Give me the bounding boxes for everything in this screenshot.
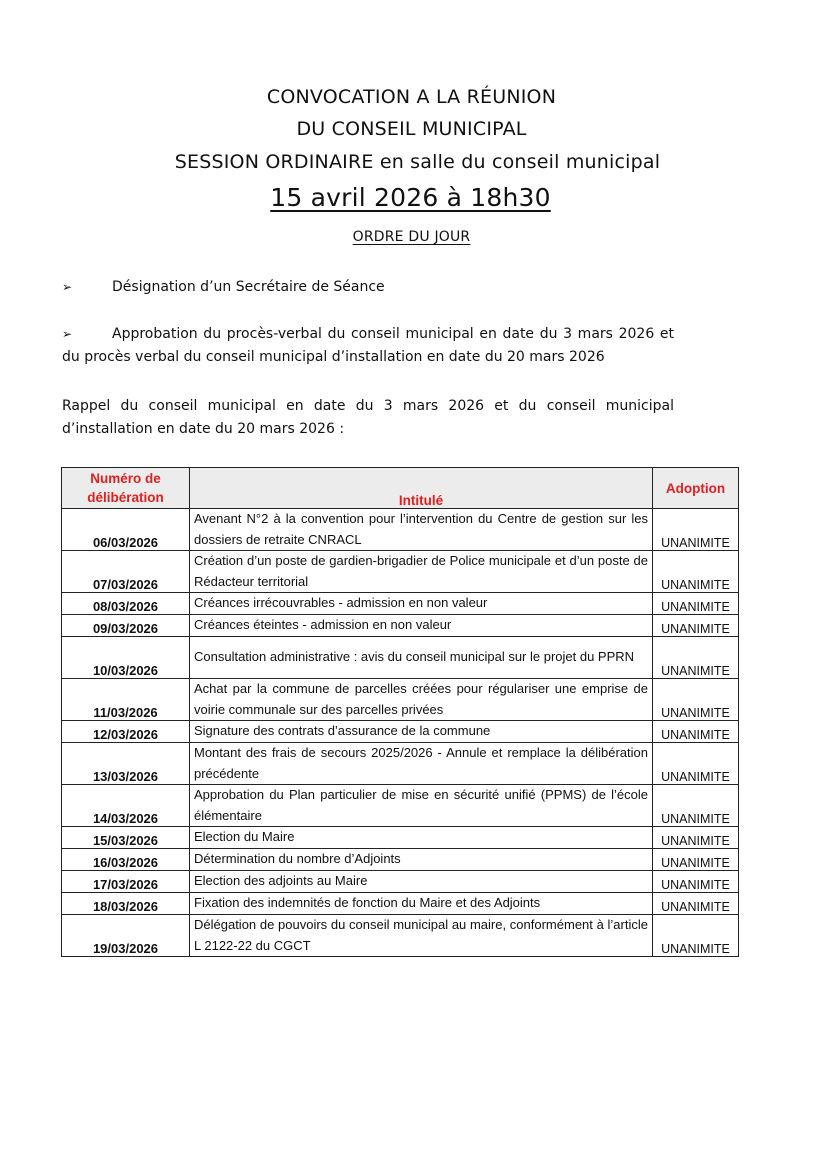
deliberations-table [61,467,739,957]
row-intitule: Fixation des indemnités de fonction du Maire et des Adjoints [190,893,653,915]
meeting-date: 15 avril 2026 à 18h30 [270,183,551,212]
row-number: 14/03/2026 [62,785,190,827]
row-number: 10/03/2026 [62,637,190,679]
agenda-item [62,323,674,369]
row-adoption: UNANIMITE [653,849,739,871]
header-numero: Numéro de délibération [62,468,190,509]
agenda-item-text: Désignation d’un Secrétaire de Séance [112,279,385,295]
row-intitule: Montant des frais de secours 2025/2026 - Annule et remplace la délibération précédente [190,743,653,785]
header-intitule-label: Intitulé [398,493,444,508]
row-intitule: Approbation du Plan particulier de mise en sécurité unifié (PPMS) de l’école élémentaire [190,785,653,827]
row-adoption: UNANIMITE [653,743,739,785]
row-intitule: Election des adjoints au Maire [190,871,653,893]
table-row [62,615,739,637]
table-row [62,721,739,743]
table-row [62,827,739,849]
row-adoption: UNANIMITE [653,615,739,637]
title-line-1: CONVOCATION A LA RÉUNION [266,86,557,108]
agenda-item-text: Approbation du procès-verbal du conseil municipal en date du 3 mars 2026 et du procès verbal du conseil municipal d’installation en date du 20 mars 2026 [62,326,674,365]
table-row [62,871,739,893]
row-adoption: UNANIMITE [653,871,739,893]
header-adoption: Adoption [653,468,739,509]
row-intitule: Créances éteintes - admission en non valeur [190,615,653,637]
table-row [62,785,739,827]
row-number: 07/03/2026 [62,551,190,593]
agenda-item [62,276,674,299]
row-intitule: Signature des contrats d’assurance de la commune [190,721,653,743]
row-intitule: Détermination du nombre d’Adjoints [190,849,653,871]
row-intitule: Achat par la commune de parcelles créées pour régulariser une emprise de voirie communale sur des parcelles privées [190,679,653,721]
row-adoption: UNANIMITE [653,785,739,827]
row-adoption: UNANIMITE [653,893,739,915]
row-adoption: UNANIMITE [653,637,739,679]
row-number: 12/03/2026 [62,721,190,743]
arrow-bullet-icon: ➢ [62,280,73,294]
table-row [62,849,739,871]
row-adoption: UNANIMITE [653,509,739,551]
row-number: 16/03/2026 [62,849,190,871]
table-row [62,551,739,593]
row-number: 19/03/2026 [62,915,190,957]
row-number: 09/03/2026 [62,615,190,637]
table-row [62,593,739,615]
row-number: 18/03/2026 [62,893,190,915]
row-intitule: Créances irrécouvrables - admission en non valeur [190,593,653,615]
row-adoption: UNANIMITE [653,593,739,615]
row-intitule: Création d’un poste de gardien-brigadier de Police municipale et d’un poste de Rédacteur territorial [190,551,653,593]
table-row [62,915,739,957]
row-number: 08/03/2026 [62,593,190,615]
header-intitule [190,468,653,509]
title-line-3: SESSION ORDINAIRE en salle du conseil municipal [174,151,661,173]
row-number: 11/03/2026 [62,679,190,721]
table-row [62,679,739,721]
row-intitule: Avenant N°2 à la convention pour l’intervention du Centre de gestion sur les dossiers de retraite CNRACL [190,509,653,551]
row-intitule: Délégation de pouvoirs du conseil municipal au maire, conformément à l’article L 2122-22 du CGCT [190,915,653,957]
row-number: 15/03/2026 [62,827,190,849]
row-adoption: UNANIMITE [653,827,739,849]
arrow-bullet-icon: ➢ [62,327,73,341]
row-intitule: Consultation administrative : avis du conseil municipal sur le projet du PPRN [190,637,653,679]
table-header-row [62,468,739,509]
row-number: 06/03/2026 [62,509,190,551]
rappel-paragraph: Rappel du conseil municipal en date du 3 mars 2026 et du conseil municipal d’installation en date du 20 mars 2026 : [62,398,674,437]
row-number: 17/03/2026 [62,871,190,893]
title-line-2: DU CONSEIL MUNICIPAL [296,118,527,140]
table-row [62,509,739,551]
row-adoption: UNANIMITE [653,679,739,721]
row-adoption: UNANIMITE [653,551,739,593]
row-adoption: UNANIMITE [653,721,739,743]
table-row [62,637,739,679]
row-adoption: UNANIMITE [653,915,739,957]
row-intitule: Election du Maire [190,827,653,849]
ordre-du-jour-heading: ORDRE DU JOUR [352,229,471,245]
row-number: 13/03/2026 [62,743,190,785]
table-row [62,893,739,915]
table-row [62,743,739,785]
